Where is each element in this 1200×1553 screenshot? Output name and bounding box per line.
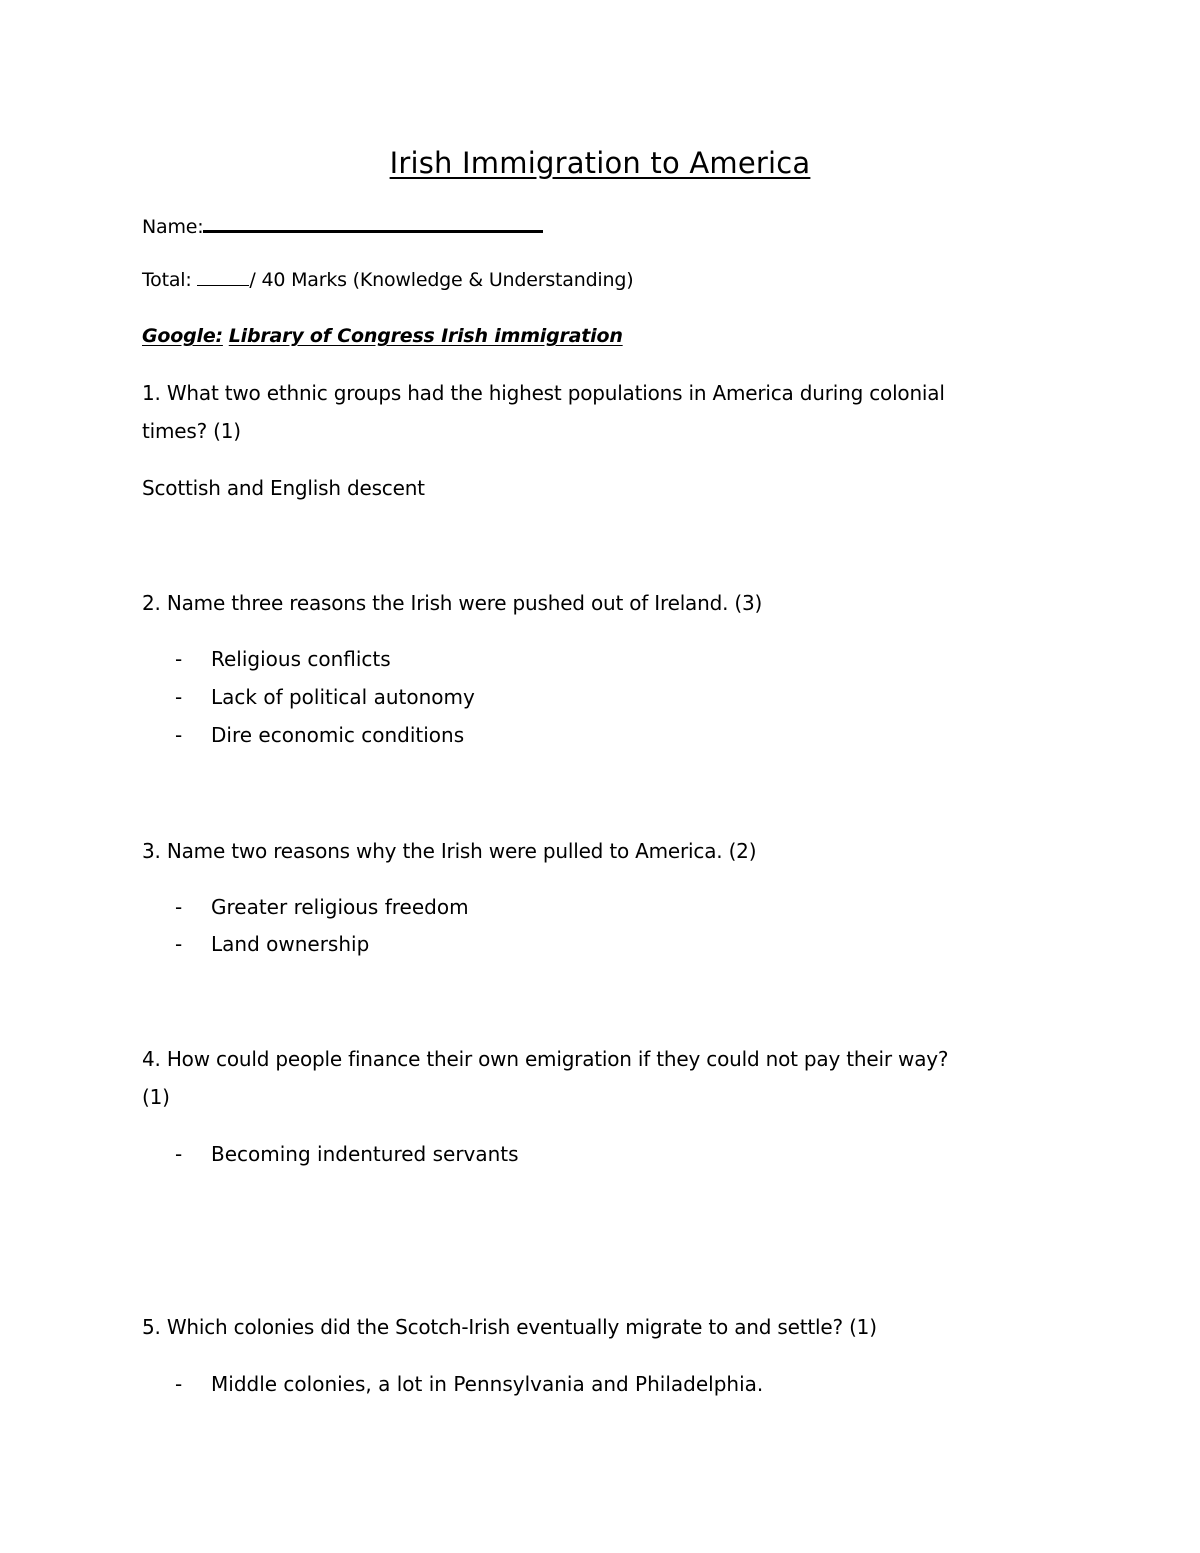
- answer-2-item: [175, 723, 464, 747]
- answer-3-2: Land ownership: [211, 932, 370, 956]
- question-4-text-cont: (1): [142, 1085, 170, 1109]
- google-query: Library of Congress Irish immigration: [228, 325, 623, 347]
- question-4-text: 4. How could people finance their own emigration if they could not pay their way?: [142, 1047, 949, 1071]
- bullet-dash: -: [175, 1142, 183, 1166]
- question-1-text: 1. What two ethnic groups had the highest populations in America during colonial: [142, 381, 945, 405]
- total-marks: [142, 269, 633, 291]
- answer-2-2: Lack of political autonomy: [211, 685, 475, 709]
- page-title: Irish Immigration to America: [389, 146, 811, 180]
- answer-3-1: Greater religious freedom: [211, 895, 469, 919]
- answer-2-3: Dire economic conditions: [211, 723, 465, 747]
- answer-5-item: [175, 1372, 763, 1396]
- answer-5-1: Middle colonies, a lot in Pennsylvania and Philadelphia.: [211, 1372, 764, 1396]
- bullet-dash: -: [175, 685, 183, 709]
- bullet-dash: -: [175, 723, 183, 747]
- answer-3-item: [175, 932, 369, 956]
- name-label: Name:: [142, 216, 204, 238]
- google-label: Google:: [142, 325, 223, 347]
- name-field: [142, 214, 543, 238]
- answer-4-1: Becoming indentured servants: [211, 1142, 519, 1166]
- answer-2-item: [175, 647, 391, 671]
- bullet-dash: -: [175, 932, 183, 956]
- bullet-dash: -: [175, 647, 183, 671]
- question-5-text: 5. Which colonies did the Scotch-Irish eventually migrate to and settle? (1): [142, 1315, 877, 1339]
- bullet-dash: -: [175, 1372, 183, 1396]
- score-blank-line: [197, 271, 249, 286]
- answer-2-1: Religious conflicts: [211, 647, 391, 671]
- question-2-text: 2. Name three reasons the Irish were pushed out of Ireland. (3): [142, 591, 763, 615]
- name-blank-line: [203, 214, 543, 233]
- answer-2-item: [175, 685, 475, 709]
- google-instruction: [142, 325, 623, 347]
- total-prefix: Total:: [142, 269, 192, 291]
- total-suffix: / 40 Marks (Knowledge & Understanding): [249, 269, 634, 291]
- answer-4-item: [175, 1142, 519, 1166]
- question-3-text: 3. Name two reasons why the Irish were pulled to America. (2): [142, 839, 757, 863]
- answer-1: Scottish and English descent: [142, 476, 425, 500]
- answer-3-item: [175, 895, 469, 919]
- question-1-text-cont: times? (1): [142, 419, 241, 443]
- bullet-dash: -: [175, 895, 183, 919]
